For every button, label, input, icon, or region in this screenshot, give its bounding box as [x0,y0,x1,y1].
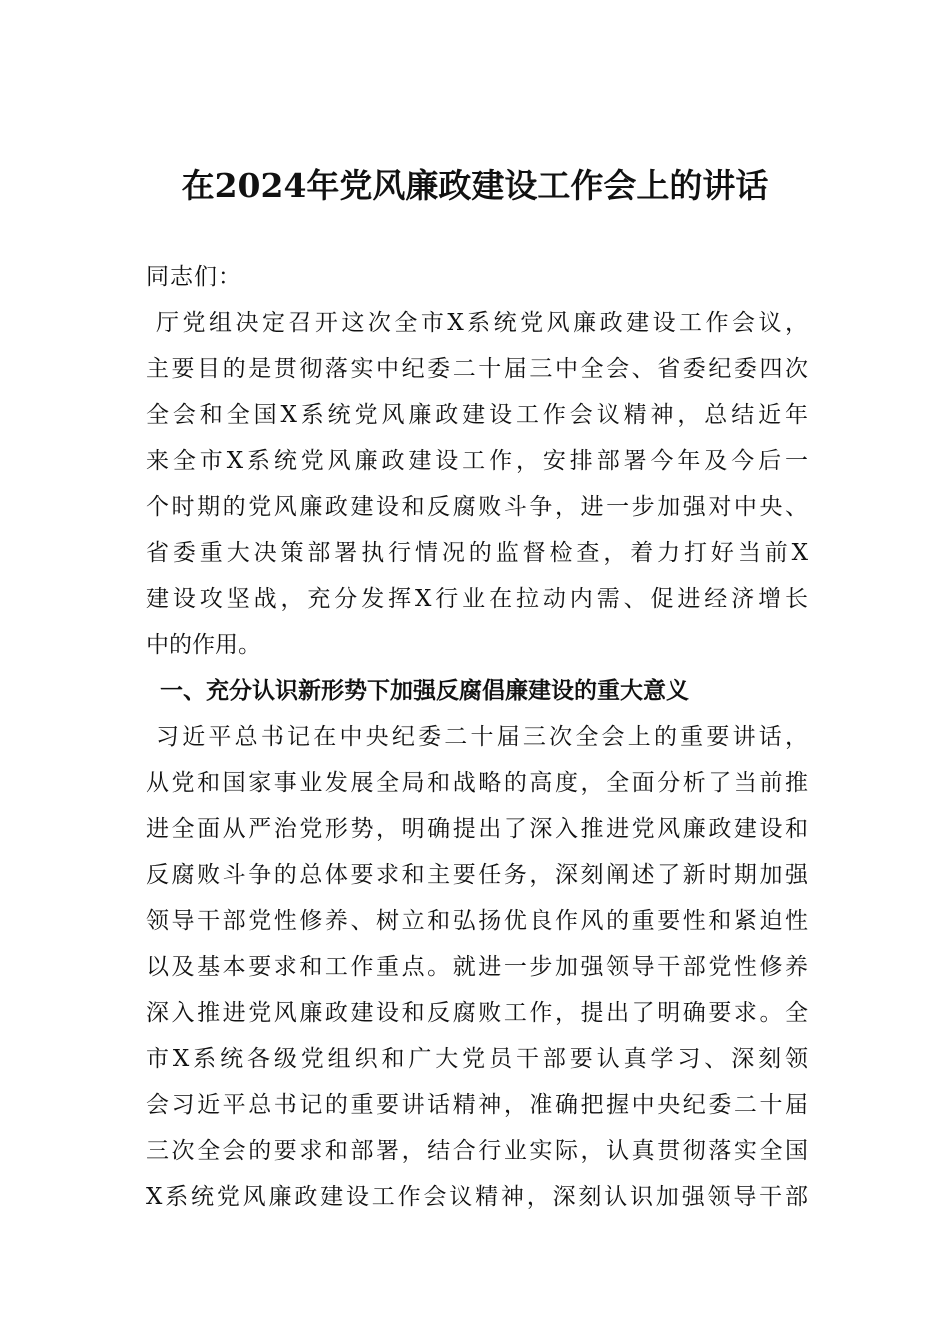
paragraph-line: 会习近平总书记的重要讲话精神，准确把握中央纪委二十届 [146,1092,808,1118]
paragraph-line: 厅党组决定召开这次全市X系统党风廉政建设工作会议， [156,310,808,336]
paragraph-2 [146,714,808,1220]
paragraph-line: 习近平总书记在中央纪委二十届三次全会上的重要讲话， [156,724,808,750]
document-body [146,254,808,1220]
paragraph-line: 以及基本要求和工作重点。就进一步加强领导干部党性修养 [146,954,808,980]
paragraph-line: X系统党风廉政建设工作会议精神，深刻认识加强领导干部 [146,1184,808,1210]
paragraph-line: 三次全会的要求和部署，结合行业实际，认真贯彻落实全国 [146,1138,808,1164]
paragraph-line: 从党和国家事业发展全局和战略的高度，全面分析了当前推 [146,770,808,796]
paragraph-line: 建设攻坚战，充分发挥X行业在拉动内需、促进经济增长 [146,586,808,612]
section-heading-1: 一、充分认识新形势下加强反腐倡廉建设的重大意义 [160,678,689,704]
paragraph-1 [146,300,808,668]
paragraph-line: 来全市X系统党风廉政建设工作，安排部署今年及今后一 [146,448,808,474]
paragraph-line: 中的作用。 [146,632,261,658]
paragraph-line: 反腐败斗争的总体要求和主要任务，深刻阐述了新时期加强 [146,862,808,888]
paragraph-line: 个时期的党风廉政建设和反腐败斗争，进一步加强对中央、 [146,494,808,520]
paragraph-line: 深入推进党风廉政建设和反腐败工作，提出了明确要求。全 [146,1000,808,1026]
salutation: 同志们： [146,264,242,290]
paragraph-line: 领导干部党性修养、树立和弘扬优良作风的重要性和紧迫性 [146,908,808,934]
paragraph-line: 市X系统各级党组织和广大党员干部要认真学习、深刻领 [146,1046,808,1072]
paragraph-line: 进全面从严治党形势，明确提出了深入推进党风廉政建设和 [146,816,808,842]
paragraph-line: 主要目的是贯彻落实中纪委二十届三中全会、省委纪委四次 [146,356,808,382]
paragraph-line: 省委重大决策部署执行情况的监督检查，着力打好当前X [146,540,808,566]
paragraph-line: 全会和全国X系统党风廉政建设工作会议精神，总结近年 [146,402,808,428]
document-title: 在2024年党风廉政建设工作会上的讲话 [181,166,769,205]
